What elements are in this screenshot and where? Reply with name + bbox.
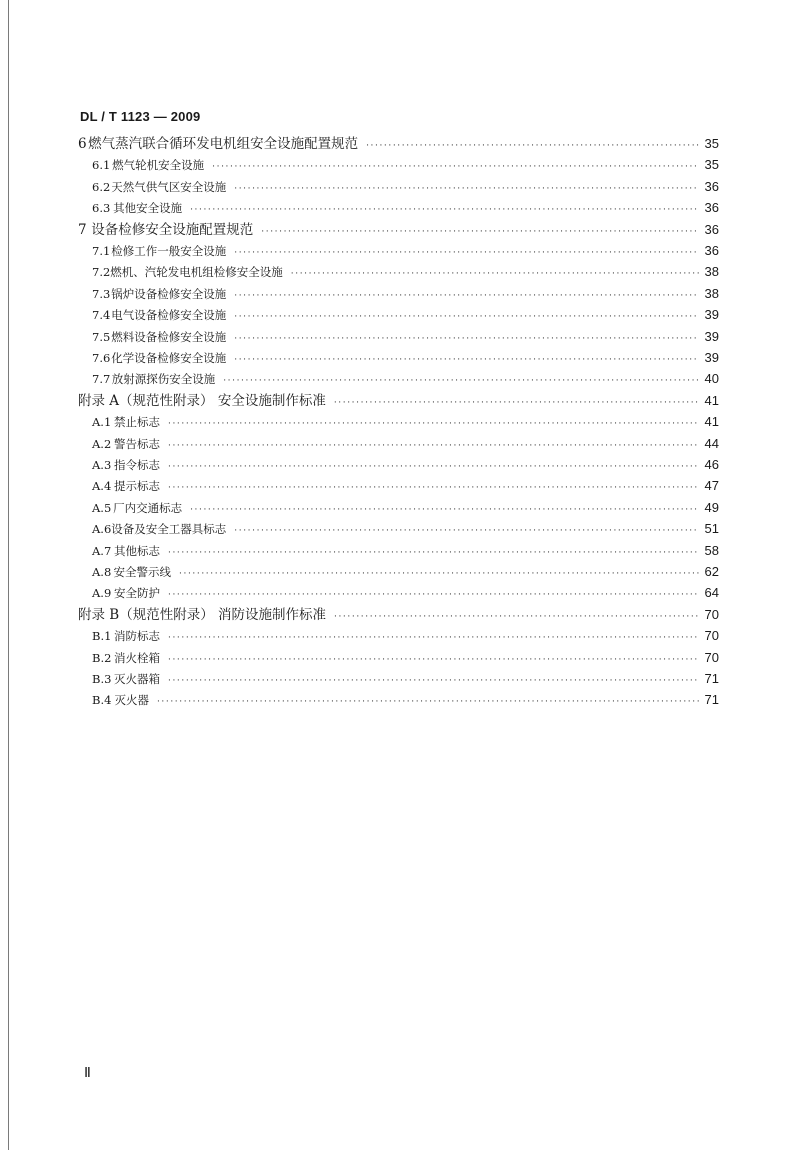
toc-entry-page: 36 xyxy=(704,200,719,216)
toc-entry-title: 锅炉设备检修安全设施 xyxy=(111,286,227,301)
page-edge-line xyxy=(8,0,9,1150)
toc-entry-page: 44 xyxy=(704,435,719,451)
toc-entry-page: 70 xyxy=(704,649,719,665)
toc-entry-title: 设备检修安全设施配置规范 xyxy=(91,221,254,238)
toc-entry-title: 天然气供气区安全设施 xyxy=(111,179,227,194)
toc-section-entry[interactable] xyxy=(92,454,719,475)
toc-section-entry[interactable] xyxy=(92,497,719,518)
toc-entry-number: 6 xyxy=(78,136,87,152)
toc-section-entry[interactable] xyxy=(92,197,719,218)
toc-entry-title: 禁止标志 xyxy=(114,415,161,430)
toc-entry-page: 64 xyxy=(704,585,719,601)
toc-entry-page: 39 xyxy=(704,328,719,344)
toc-section-entry[interactable] xyxy=(92,176,719,197)
toc-section-entry[interactable] xyxy=(92,283,719,304)
toc-entry-page: 71 xyxy=(704,671,719,686)
toc-entry-number: A.6 xyxy=(92,522,112,537)
toc-entry-page: 41 xyxy=(704,414,719,430)
toc-section-entry[interactable] xyxy=(92,561,719,582)
toc-entry-title: 警告标志 xyxy=(114,436,161,451)
toc-entry-number: B.1 xyxy=(92,629,112,644)
toc-entry-title: 附录 B（规范性附录） 消防设施制作标准 xyxy=(78,606,327,623)
toc-entry-page: 71 xyxy=(704,692,719,708)
toc-entry-title: 安全警示线 xyxy=(113,565,172,579)
toc-section-entry[interactable] xyxy=(92,154,719,175)
toc-section-entry[interactable] xyxy=(92,689,719,710)
toc-entry-number: B.3 xyxy=(92,672,112,686)
toc-chapter-entry[interactable] xyxy=(78,133,719,154)
toc-entry-title: 消防标志 xyxy=(114,629,161,644)
toc-entry-title: 放射源探伤安全设施 xyxy=(111,372,216,387)
toc-entry-number: A.4 xyxy=(92,479,112,494)
toc-entry-title: 燃气轮机安全设施 xyxy=(112,158,205,173)
toc-entry-title: 燃料设备检修安全设施 xyxy=(111,329,227,344)
toc-entry-page: 40 xyxy=(704,371,719,387)
toc-entry-number: 7.6 xyxy=(92,351,111,365)
toc-section-entry[interactable] xyxy=(92,368,719,389)
toc-entry-title: 电气设备检修安全设施 xyxy=(111,308,227,323)
toc-entry-page: 51 xyxy=(704,521,719,537)
toc-entry-number: 7.1 xyxy=(92,244,111,258)
toc-entry-title: 检修工作一般安全设施 xyxy=(111,244,227,258)
toc-entry-page: 38 xyxy=(704,264,719,280)
standard-code-header: DL / T 1123 — 2009 xyxy=(80,109,201,124)
toc-entry-title: 灭火器 xyxy=(114,693,149,708)
toc-entry-title: 消火栓箱 xyxy=(114,650,161,665)
toc-section-entry[interactable] xyxy=(92,540,719,561)
toc-entry-number: A.8 xyxy=(92,565,112,579)
toc-dot-leader xyxy=(153,692,699,713)
toc-section-entry[interactable] xyxy=(92,582,719,603)
toc-entry-page: 38 xyxy=(704,285,719,301)
toc-entry-page: 35 xyxy=(704,136,719,151)
page-number: Ⅱ xyxy=(84,1066,91,1081)
toc-entry-number: 6.2 xyxy=(92,179,111,194)
toc-section-entry[interactable] xyxy=(92,668,719,689)
toc-chapter-entry[interactable] xyxy=(78,219,719,240)
toc-entry-page: 70 xyxy=(704,606,719,622)
toc-entry-number: A.5 xyxy=(92,500,112,515)
toc-entry-page: 41 xyxy=(704,392,719,408)
toc-chapter-entry[interactable] xyxy=(78,604,719,625)
toc-entry-number: 6.3 xyxy=(92,201,111,216)
toc-section-entry[interactable] xyxy=(92,347,719,368)
toc-section-entry[interactable] xyxy=(92,475,719,496)
toc-entry-page: 70 xyxy=(704,628,719,644)
toc-entry-number: 7.4 xyxy=(92,308,111,323)
toc-entry-title: 安全防护 xyxy=(114,586,161,601)
toc-section-entry[interactable] xyxy=(92,518,719,539)
toc-entry-title: 设备及安全工器具标志 xyxy=(111,522,227,537)
toc-section-entry[interactable] xyxy=(92,625,719,646)
toc-section-entry[interactable] xyxy=(92,240,719,261)
toc-entry-number: A.9 xyxy=(92,586,112,601)
toc-chapter-entry[interactable] xyxy=(78,390,719,411)
toc-entry-number: 7.2 xyxy=(92,265,111,280)
toc-entry-title: 其他标志 xyxy=(114,543,161,558)
toc-entry-title: 其他安全设施 xyxy=(113,201,183,216)
toc-entry-title: 灭火器箱 xyxy=(114,672,161,686)
toc-entry-title: 提示标志 xyxy=(114,479,161,494)
toc-entry-title: 附录 A（规范性附录） 安全设施制作标准 xyxy=(78,392,326,409)
toc-entry-number: B.2 xyxy=(92,650,112,665)
toc-entry-number: A.2 xyxy=(92,436,112,451)
toc-entry-page: 46 xyxy=(704,457,719,472)
toc-entry-number: 7.7 xyxy=(92,372,111,387)
toc-entry-title: 指令标志 xyxy=(114,458,161,472)
toc-section-entry[interactable] xyxy=(92,647,719,668)
toc-entry-number: 7.3 xyxy=(92,286,111,301)
toc-entry-number: 7.5 xyxy=(92,329,111,344)
toc-entry-title: 燃气蒸汽联合循环发电机组安全设施配置规范 xyxy=(88,136,359,152)
toc-entry-title: 化学设备检修安全设施 xyxy=(111,351,227,365)
toc-entry-page: 39 xyxy=(704,350,719,365)
toc-section-entry[interactable] xyxy=(92,261,719,282)
toc-entry-number: B.4 xyxy=(92,693,112,708)
toc-entry-page: 36 xyxy=(704,221,719,237)
toc-entry-title: 厂内交通标志 xyxy=(113,500,183,515)
toc-entry-page: 36 xyxy=(704,178,719,194)
toc-entry-number: A.7 xyxy=(92,543,112,558)
toc-entry-page: 58 xyxy=(704,542,719,558)
toc-entry-page: 47 xyxy=(704,478,719,494)
toc-entry-number: A.1 xyxy=(92,415,112,430)
toc-entry-number: A.3 xyxy=(92,458,112,472)
toc-entry-page: 36 xyxy=(704,243,719,258)
toc-section-entry[interactable] xyxy=(92,326,719,347)
toc-section-entry[interactable] xyxy=(92,304,719,325)
toc-entry-page: 49 xyxy=(704,499,719,515)
toc-entry-number: 7 xyxy=(78,221,87,238)
toc-entry-title: 燃机、汽轮发电机组检修安全设施 xyxy=(110,265,283,280)
toc-section-entry[interactable] xyxy=(92,411,719,432)
toc-section-entry[interactable] xyxy=(92,433,719,454)
toc-entry-page: 62 xyxy=(704,564,719,579)
toc-entry-number: 6.1 xyxy=(92,158,111,173)
toc-entry-page: 35 xyxy=(704,157,719,173)
toc-entry-page: 39 xyxy=(704,307,719,323)
